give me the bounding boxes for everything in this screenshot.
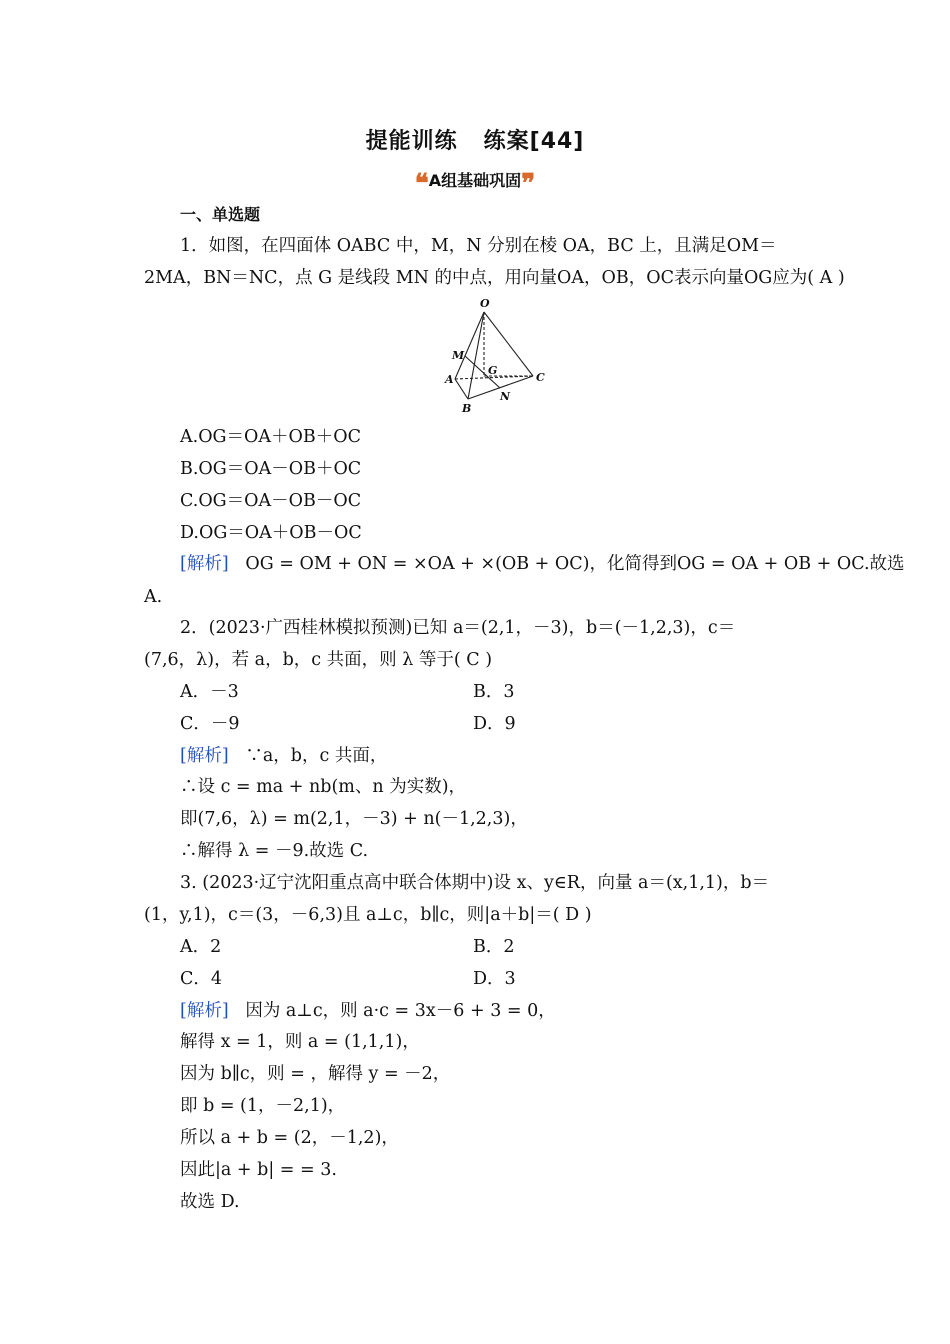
q3-analysis-line3: 因为 b∥c，则 = ，解得 y = －2， <box>180 1064 451 1084</box>
q1-option-b: B.OG＝OA－OB＋OC <box>180 459 362 479</box>
q2-analysis-line3: 即(7,6，λ) = m(2,1，－3) + n(－1,2,3)， <box>180 809 528 829</box>
group-banner <box>0 168 950 199</box>
q2-option-d: D．9 <box>473 714 516 734</box>
edge-ob <box>468 312 484 399</box>
label-b: B <box>462 402 472 415</box>
q1-analysis-line1 <box>180 552 905 576</box>
q3-analysis-line5: 所以 a + b = (2，－1,2)， <box>180 1128 399 1148</box>
q2-option-b: B．3 <box>473 682 515 702</box>
q2-analysis-tag: [解析] <box>180 746 229 766</box>
q1-option-d: D.OG＝OA＋OB－OC <box>180 523 362 543</box>
q1-option-a: A.OG＝OA＋OB＋OC <box>180 427 361 447</box>
q2-analysis-text-0: ∵a，b，c 共面， <box>245 746 388 766</box>
q2-analysis-line2: ∴设 c = ma + nb(m、n 为实数)， <box>180 777 467 797</box>
q2-stem-line2: (7,6，λ)，若 a，b，c 共面，则 λ 等于( C ) <box>144 650 493 670</box>
banner-text: A组基础巩固 <box>428 171 522 190</box>
q3-option-d: D．3 <box>473 969 516 989</box>
q3-analysis-line4: 即 b = (1，－2,1)， <box>180 1096 346 1116</box>
q1-analysis-text: OG = OM + ON = ×OA + ×(OB + OC)，化简得到OG = OA + OB + OC.故选 <box>245 554 905 574</box>
q3-analysis-line2: 解得 x = 1，则 a = (1,1,1)， <box>180 1032 420 1052</box>
q3-option-a: A．2 <box>180 937 222 957</box>
edge-ab <box>455 379 468 399</box>
label-n: N <box>500 390 511 403</box>
q3-option-c: C．4 <box>180 969 223 989</box>
quote-open-icon: ❝ <box>414 169 429 199</box>
label-m: M <box>452 349 465 362</box>
q1-analysis-line2: A. <box>144 587 163 607</box>
quote-close-icon: ❞ <box>521 169 536 199</box>
tetrahedron-figure <box>440 296 555 416</box>
label-g: G <box>488 364 498 377</box>
title-part2: 练案[44] <box>483 129 585 154</box>
q3-stem-line2: (1，y,1)，c＝(3，－6,3)且 a⊥c，b∥c，则|a＋b|＝( D ) <box>144 905 592 925</box>
q2-stem-line1: 2．(2023·广西桂林模拟预测)已知 a＝(2,1，－3)，b＝(－1,2,3)，c＝ <box>180 618 736 638</box>
q1-stem-line1: 1．如图，在四面体 OABC 中，M，N 分别在棱 OA，BC 上，且满足OM＝ <box>180 236 777 256</box>
q3-analysis-line7: 故选 D. <box>180 1192 240 1212</box>
label-o: O <box>480 297 490 310</box>
q3-stem-line1: 3. (2023·辽宁沈阳重点高中联合体期中)设 x、y∈R，向量 a＝(x,1,1)，b＝ <box>180 873 770 893</box>
q2-option-c: C．－9 <box>180 714 240 734</box>
q1-option-c: C.OG＝OA－OB－OC <box>180 491 362 511</box>
section-heading: 一、单选题 <box>180 205 261 224</box>
label-c: C <box>536 371 545 384</box>
q3-analysis-text-0: 因为 a⊥c，则 a·c = 3x－6 + 3 = 0， <box>245 1001 556 1021</box>
title-part1: 提能训练 <box>365 129 458 154</box>
q2-analysis-line1 <box>180 744 387 768</box>
q2-analysis-line4: ∴解得 λ = －9.故选 C. <box>180 841 369 861</box>
q1-analysis-tag: [解析] <box>180 554 229 574</box>
q3-analysis-line1 <box>180 999 556 1023</box>
page-title <box>0 124 950 155</box>
q1-stem-line2: 2MA，BN＝NC，点 G 是线段 MN 的中点，用向量OA，OB，OC表示向量OG应为( A ) <box>144 268 845 288</box>
label-a: A <box>445 373 454 386</box>
q3-option-b: B．2 <box>473 937 515 957</box>
q3-analysis-tag: [解析] <box>180 1001 229 1021</box>
q3-analysis-line6: 因此|a + b| = = 3. <box>180 1160 337 1180</box>
q2-option-a: A．－3 <box>180 682 239 702</box>
